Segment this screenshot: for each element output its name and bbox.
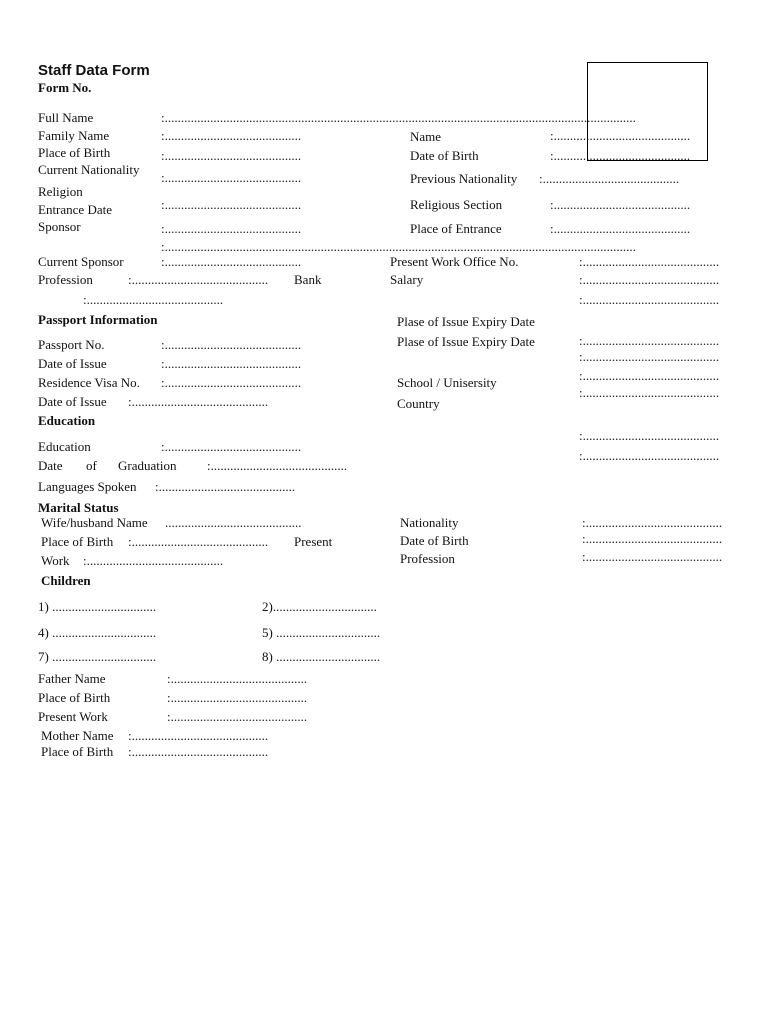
salary-label: Salary bbox=[390, 272, 424, 287]
current-sponsor-field[interactable]: :.......................................... bbox=[161, 254, 302, 269]
sponsor-field[interactable]: :.......................................... bbox=[161, 221, 302, 236]
place-of-birth-field[interactable]: :.......................................... bbox=[161, 148, 302, 163]
child-8-field[interactable]: 8) ................................ bbox=[262, 649, 381, 664]
date-of-issue-field[interactable]: :.......................................... bbox=[161, 356, 302, 371]
spouse-place-of-birth-label: Place of Birth bbox=[41, 534, 114, 549]
education-label: Education bbox=[38, 439, 91, 454]
religious-section-field[interactable]: :.......................................... bbox=[550, 197, 691, 212]
mother-name-field[interactable]: :.......................................... bbox=[128, 728, 269, 743]
salary-extra-field[interactable]: :.......................................... bbox=[579, 292, 720, 307]
country-field-2[interactable]: :.......................................... bbox=[579, 448, 720, 463]
full-name-label: Full Name bbox=[38, 110, 94, 125]
current-nationality-field[interactable]: :.......................................... bbox=[161, 170, 302, 185]
father-place-of-birth-label: Place of Birth bbox=[38, 690, 111, 705]
spouse-place-of-birth-field[interactable]: :.......................................... bbox=[128, 534, 269, 549]
present-work-office-no-field[interactable]: :.......................................... bbox=[579, 254, 720, 269]
child-1-field[interactable]: 1) ................................ bbox=[38, 599, 157, 614]
plase-of-issue-expiry-date-label-2: Plase of Issue Expiry Date bbox=[397, 334, 535, 349]
date-of-graduation-label-date: Date bbox=[38, 458, 63, 473]
spouse-date-of-birth-label: Date of Birth bbox=[400, 533, 469, 548]
mother-place-of-birth-label: Place of Birth bbox=[41, 744, 114, 759]
date-of-issue-2-field[interactable]: :.......................................... bbox=[128, 394, 269, 409]
passport-no-field[interactable]: :.......................................... bbox=[161, 337, 302, 352]
name-label: Name bbox=[410, 129, 442, 144]
residence-visa-no-label: Residence Visa No. bbox=[38, 375, 140, 390]
children-heading: Children bbox=[41, 573, 91, 588]
sponsor-label: Sponsor bbox=[38, 219, 81, 234]
spouse-profession-label: Profession bbox=[400, 551, 455, 566]
father-name-label: Father Name bbox=[38, 671, 106, 686]
previous-nationality-field[interactable]: :.......................................... bbox=[539, 171, 680, 186]
nationality-field[interactable]: :.......................................... bbox=[582, 515, 723, 530]
full-name-field[interactable]: :................................................................................................................................................. bbox=[161, 110, 636, 125]
work-label: Work bbox=[41, 553, 70, 568]
father-present-work-label: Present Work bbox=[38, 709, 108, 724]
father-place-of-birth-field[interactable]: :.......................................... bbox=[167, 690, 308, 705]
date-of-issue-label: Date of Issue bbox=[38, 356, 107, 371]
sponsor-extra-field[interactable]: :................................................................................................................................................. bbox=[161, 239, 636, 254]
date-of-birth-label: Date of Birth bbox=[410, 148, 479, 163]
marital-status-heading: Marital Status bbox=[38, 500, 119, 515]
languages-spoken-label: Languages Spoken bbox=[38, 479, 137, 494]
current-nationality-label: Current Nationality bbox=[38, 162, 140, 177]
date-of-graduation-label-graduation: Graduation bbox=[118, 458, 177, 473]
place-of-entrance-label: Place of Entrance bbox=[410, 221, 502, 236]
school-unisersity-label: School / Unisersity bbox=[397, 375, 497, 390]
wife-husband-name-label: Wife/husband Name bbox=[41, 515, 148, 530]
previous-nationality-label: Previous Nationality bbox=[410, 171, 518, 186]
date-of-issue-2-label: Date of Issue bbox=[38, 394, 107, 409]
profession-field[interactable]: :.......................................... bbox=[128, 272, 269, 287]
present-label: Present bbox=[294, 534, 333, 549]
child-7-field[interactable]: 7) ................................ bbox=[38, 649, 157, 664]
education-heading: Education bbox=[38, 413, 96, 428]
religious-section-label: Religious Section bbox=[410, 197, 503, 212]
passport-no-label: Passport No. bbox=[38, 337, 105, 352]
mother-place-of-birth-field[interactable]: :.......................................... bbox=[128, 744, 269, 759]
spouse-profession-field[interactable]: :.......................................... bbox=[582, 549, 723, 564]
date-of-graduation-label-of: of bbox=[86, 458, 97, 473]
expiry-date-field-1[interactable]: :.......................................... bbox=[579, 333, 720, 348]
date-of-graduation-field[interactable]: :.......................................... bbox=[207, 458, 348, 473]
bank-field[interactable]: :.......................................... bbox=[83, 292, 224, 307]
bank-label: Bank bbox=[294, 272, 322, 287]
form-title: Staff Data Form bbox=[38, 62, 150, 79]
country-field-1[interactable]: :.......................................... bbox=[579, 428, 720, 443]
country-label: Country bbox=[397, 396, 440, 411]
present-work-office-no-label: Present Work Office No. bbox=[390, 254, 519, 269]
residence-visa-no-field[interactable]: :.......................................... bbox=[161, 375, 302, 390]
religion-label: Religion bbox=[38, 184, 83, 199]
entrance-date-label: Entrance Date bbox=[38, 202, 112, 217]
current-sponsor-label: Current Sponsor bbox=[38, 254, 124, 269]
profession-label: Profession bbox=[38, 272, 93, 287]
family-name-label: Family Name bbox=[38, 128, 110, 143]
present-work-field[interactable]: :.......................................... bbox=[83, 553, 224, 568]
child-5-field[interactable]: 5) ................................ bbox=[262, 625, 381, 640]
place-of-entrance-field[interactable]: :.......................................... bbox=[550, 221, 691, 236]
passport-information-heading: Passport Information bbox=[38, 312, 158, 327]
school-extra-field[interactable]: :.......................................... bbox=[579, 385, 720, 400]
form-no-label: Form No. bbox=[38, 80, 92, 95]
salary-field[interactable]: :.......................................... bbox=[579, 272, 720, 287]
child-4-field[interactable]: 4) ................................ bbox=[38, 625, 157, 640]
mother-name-label: Mother Name bbox=[41, 728, 114, 743]
languages-spoken-field[interactable]: :.......................................... bbox=[155, 479, 296, 494]
nationality-label: Nationality bbox=[400, 515, 459, 530]
place-of-birth-label: Place of Birth bbox=[38, 145, 111, 160]
plase-of-issue-expiry-date-label-1: Plase of Issue Expiry Date bbox=[397, 314, 535, 329]
expiry-date-field-2[interactable]: :.......................................... bbox=[579, 349, 720, 364]
spouse-date-of-birth-field[interactable]: :.......................................... bbox=[582, 531, 723, 546]
school-field[interactable]: :.......................................... bbox=[579, 368, 720, 383]
date-of-birth-field[interactable]: :.......................................... bbox=[550, 148, 691, 163]
father-name-field[interactable]: :.......................................... bbox=[167, 671, 308, 686]
family-name-field[interactable]: :.......................................... bbox=[161, 128, 302, 143]
education-field[interactable]: :.......................................... bbox=[161, 439, 302, 454]
father-present-work-field[interactable]: :.......................................... bbox=[167, 709, 308, 724]
wife-husband-name-field[interactable]: .......................................... bbox=[165, 515, 302, 530]
entrance-date-field[interactable]: :.......................................... bbox=[161, 197, 302, 212]
child-2-field[interactable]: 2)................................ bbox=[262, 599, 377, 614]
name-field[interactable]: :.......................................... bbox=[550, 128, 691, 143]
